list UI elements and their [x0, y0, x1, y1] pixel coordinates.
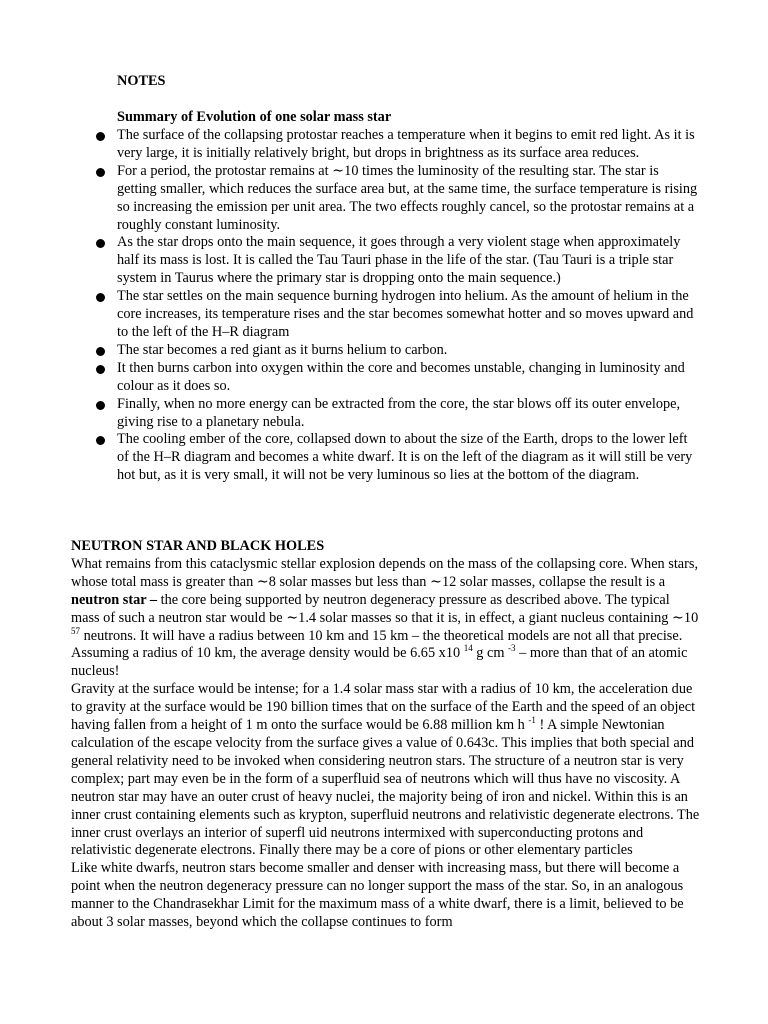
bullet-icon — [96, 401, 105, 410]
bullet-text: The star settles on the main sequence burning hydrogen into helium. As the amount of helium in the core increases, its temperature rises and the star becomes somewhat hotter and so moves upward and to the left of the H–R diagram — [117, 288, 694, 340]
bullet-icon — [96, 239, 105, 248]
bullet-icon — [96, 365, 105, 374]
neutron-star-section — [71, 538, 701, 932]
exponent-14: 14 — [463, 643, 473, 654]
bullet-text: The star becomes a red giant as it burns helium to carbon. — [117, 341, 448, 358]
bullet-icon — [96, 168, 105, 177]
para2-text-b: ! A simple Newtonian calculation of the escape velocity from the surface gives a value of 0.643c. This implies that both special and general relativity need to be invoked when considering neutron stars. The structure of a neutron star is very complex; part may even be in the form of a superfluid sea of neutrons which will thus have no viscosity. A neutron star may have an outer crust of heavy nuclei, the majority being of iron and nickel. Within this is an inner crust containing elements such as krypton, superfluid neutrons and relativistic degenerate electrons. The inner crust overlays an interior of superfl uid neutrons intermixed with superconducting protons and relativistic degenerate electrons. Finally there may be a core of pions or other elementary particles — [71, 717, 700, 859]
evolution-bullet-list — [117, 127, 702, 485]
exponent-minus-3: -3 — [508, 643, 516, 654]
section-heading: NEUTRON STAR AND BLACK HOLES — [71, 538, 325, 554]
bullet-text: The cooling ember of the core, collapsed down to about the size of the Earth, drops to the lower left of the H–R diagram and becomes a white dwarf. It is on the left of the diagram as it will still be very hot but, as it is very small, it will not be very luminous so lies at the bottom of the diagram. — [117, 431, 693, 484]
para1-text-e: – more than that of an atomic nucleus! — [71, 645, 688, 680]
paragraph-surface-gravity — [71, 681, 701, 860]
para1-text-c: neutrons. It will have a radius between 10 km and 15 km – the theoretical models are not all that precise. Assuming a radius of 10 km, the average density would be 6.65 x10 — [71, 627, 683, 662]
bullet-text: It then burns carbon into oxygen within the core and becomes unstable, changing in luminosity and colour as it does so. — [117, 359, 685, 394]
bullet-text: The surface of the collapsing protostar reaches a temperature when it begins to emit red light. As it is very large, it is initially relatively bright, but drops in brightness as its surface area reduces. — [117, 127, 695, 161]
neutron-star-term: neutron star – — [71, 591, 158, 608]
exponent-57: 57 — [71, 625, 80, 636]
bullet-text: As the star drops onto the main sequence, it goes through a very violent stage when approximately half its mass is lost. It is called the Tau Tauri phase in the life of the star. (Tau Tauri is a triple star system in Taurus where the primary star is dropping onto the main sequence.) — [117, 234, 681, 287]
list-item — [117, 360, 702, 396]
list-item — [117, 163, 702, 235]
paragraph-neutron-star-intro — [71, 556, 701, 681]
bullet-icon — [96, 132, 105, 141]
summary-title: Summary of Evolution of one solar mass star — [117, 109, 392, 125]
list-item — [117, 342, 702, 360]
para1-text-b: the core being supported by neutron degeneracy pressure as described above. The typical mass of such a neutron star would be ∼1.4 solar masses so that it is, in effect, a giant nucleus containing ∼10 — [71, 591, 699, 626]
para1-text-a: What remains from this cataclysmic stellar explosion depends on the mass of the collapsing core. When stars, whose total mass is greater than ∼8 solar masses but less than ∼12 solar masses, collapse the result is a — [71, 555, 699, 590]
bullet-text: Finally, when no more energy can be extracted from the core, the star blows off its outer envelope, giving rise to a planetary nebula. — [117, 395, 681, 430]
bullet-icon — [96, 293, 105, 302]
list-item — [117, 431, 702, 485]
notes-title: NOTES — [117, 73, 166, 89]
bullet-icon — [96, 347, 105, 356]
para2-text-a: Gravity at the surface would be intense; for a 1.4 solar mass star with a radius of 10 km, the acceleration due to gravity at the surface would be 190 billion times that on the surface of the Earth and the speed of an object having fallen from a height of 1 m onto the surface would be 6.88 million km h — [71, 681, 696, 734]
list-item — [117, 288, 702, 342]
bullet-text: For a period, the protostar remains at ∼10 times the luminosity of the resulting star. The star is getting smaller, which reduces the surface area but, at the same time, the surface temperature is rising so increasing the emission per unit area. The two effects roughly cancel, so the protostar remains at a roughly constant luminosity. — [117, 162, 698, 233]
list-item — [117, 127, 702, 163]
exponent-minus-1: -1 — [528, 715, 536, 726]
para1-text-d: g cm — [472, 645, 509, 662]
bullet-icon — [96, 436, 105, 445]
list-item — [117, 234, 702, 288]
paragraph-mass-limit: Like white dwarfs, neutron stars become smaller and denser with increasing mass, but there will become a point when the neutron degeneracy pressure can no longer support the mass of the star. So, in an analogous manner to the Chandrasekhar Limit for the maximum mass of a white dwarf, there is a limit, believed to be about 3 solar masses, beyond which the collapse continues to form — [71, 860, 684, 931]
list-item — [117, 396, 702, 432]
